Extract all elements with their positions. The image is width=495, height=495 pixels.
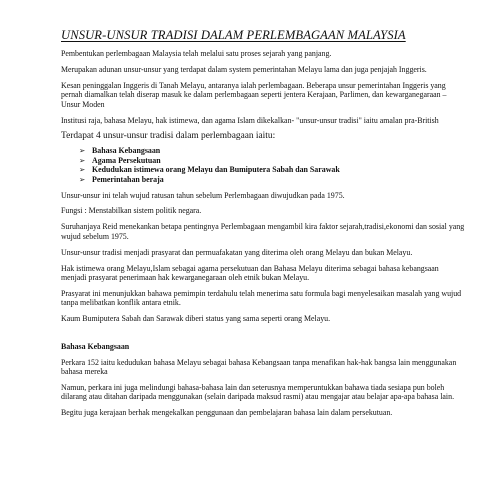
paragraph-intro: Pembentukan perlembagaan Malaysia telah melalui satu proses sejarah yang panjang.	[61, 49, 332, 58]
paragraph-perkara-152: Perkara 152 iaitu kedudukan bahasa Melayu sebagai bahasa Kebangsaan tanpa menafikan hak-hak bangsa lain menggunakan bahasa mereka	[61, 357, 457, 377]
paragraph-formula: Prasyarat ini menunjukkan bahawa pemimpin terdahulu telah menerima satu formula bagi menyelesaikan masalah yang wujud tanpa melibatkan konflik antara etnik.	[61, 288, 462, 308]
paragraph-ratusan-tahun: Unsur-unsur ini telah wujud ratusan tahun sebelum Perlembagaan diwujudkan pada 1975.	[61, 190, 345, 200]
paragraph-hak-istimewa: Hak istimewa orang Melayu,Islam sebagai agama persekutuan dan Bahasa Melayu diterima sebagai bahasa kebangsaan menjadi prasyarat penerimaan hak kewarganegaraan oleh etnik bukan Melayu.	[61, 263, 439, 282]
list-item-label: Bahasa Kebangsaan	[92, 146, 161, 156]
paragraph-fungsi: Fungsi : Menstabilkan sistem politik negara.	[61, 206, 202, 216]
list-item-label: Agama Persekutuan	[92, 155, 161, 165]
list-lead: Terdapat 4 unsur-unsur tradisi dalam perlembagaan iaitu:	[61, 131, 276, 142]
arrow-bullet-icon: ➢	[79, 155, 86, 165]
list-item-label: Pemerintahan beraja	[92, 174, 164, 184]
arrow-bullet-icon: ➢	[79, 174, 86, 184]
arrow-bullet-icon: ➢	[79, 146, 86, 156]
paragraph-bumiputera: Kaum Bumiputera Sabah dan Sarawak diberi status yang sama seperti orang Melayu.	[61, 314, 331, 324]
list-item	[79, 156, 465, 165]
paragraph-institusi: Institusi raja, bahasa Melayu, hak istimewa, dan agama Islam dikekalkan- "unsur-unsur tradisi" iaitu amalan pra-British	[61, 115, 439, 125]
traditional-elements-list	[61, 146, 465, 184]
paragraph-kerajaan: Begitu juga kerajaan berhak mengekalkan penggunaan dan pembelajaran bahasa lain dalam persekutuan.	[61, 408, 393, 418]
list-item	[79, 175, 465, 184]
section-heading: Bahasa Kebangsaan	[61, 341, 130, 351]
paragraph-suruhanjaya-reid: Suruhanjaya Reid menekankan betapa pentingnya Perlembagaan mengambil kira faktor sejarah,tradisi,ekonomi dan sosial yang wujud sebelum 1975.	[61, 222, 465, 241]
paragraph-melindungi: Namun, perkara ini juga melindungi bahasa-bahasa lain dan seterusnya memperuntukkan bahawa tiada sesiapa pun boleh dilarang atau ditahan daripada menggunakan (selain daripada maksud rasmi) atau mengajar atau belajar apa-apa bahasa lain.	[61, 382, 455, 402]
arrow-bullet-icon: ➢	[79, 165, 86, 175]
paragraph-kesan: Kesan peninggalan Inggeris di Tanah Melayu, antaranya ialah perlembagaan. Beberapa unsur pemerintahan Inggeris yang pernah diamalkan telah diserap masuk ke dalam perlembagaan seperti jentera Kerajaan, Parlimen, dan kewarganegaraan – Unsur Moden	[61, 80, 447, 109]
list-item-label: Kedudukan istimewa orang Melayu dan Bumiputera Sabah dan Sarawak	[92, 165, 340, 175]
list-item	[79, 165, 465, 174]
paragraph-prasyarat: Unsur-unsur tradisi menjadi prasyarat dan permuafakatan yang diterima oleh orang Melayu dan bukan Melayu.	[61, 247, 413, 257]
list-item	[79, 146, 465, 155]
document-title: UNSUR-UNSUR TRADISI DALAM PERLEMBAGAAN MALAYSIA	[61, 28, 406, 42]
paragraph-adunan: Merupakan adunan unsur-unsur yang terdapat dalam system pemerintahan Melayu lama dan juga penjajah Inggeris.	[61, 64, 427, 74]
